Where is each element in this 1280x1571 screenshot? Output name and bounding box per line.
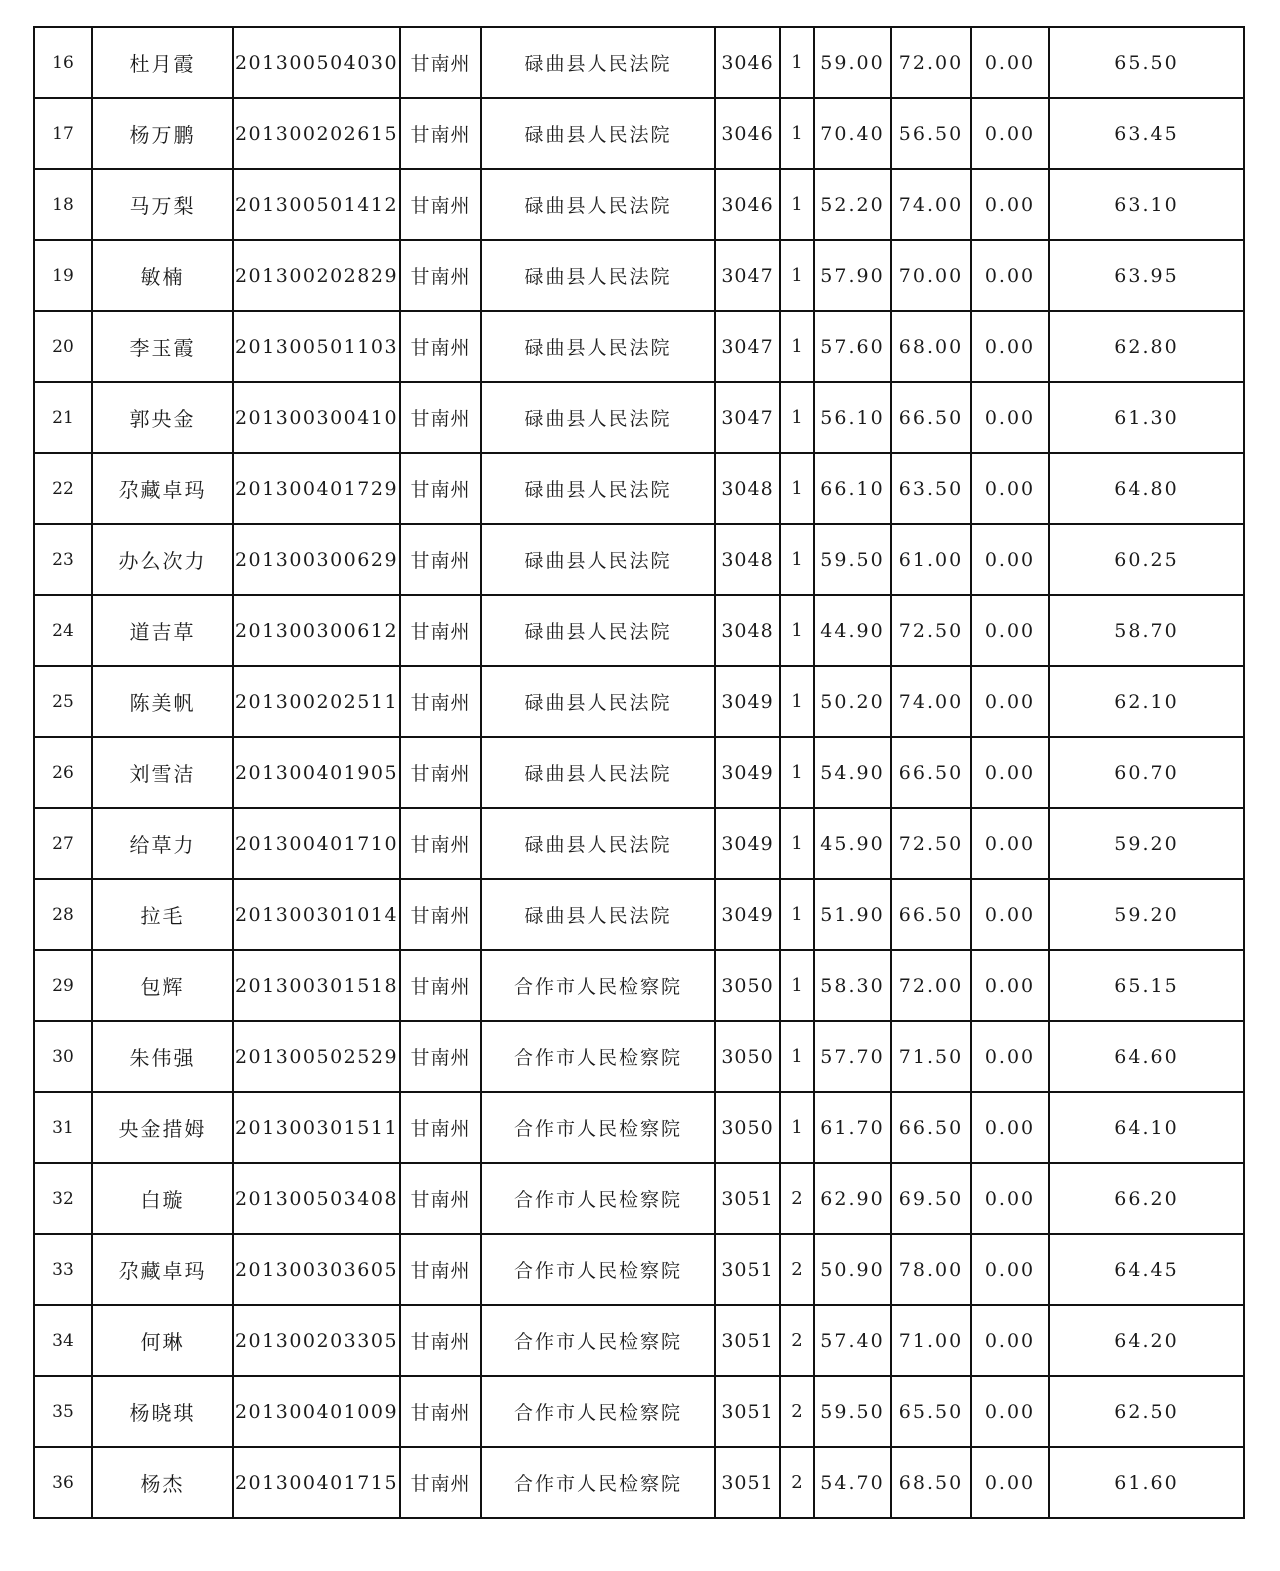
- employer-unit-cell: 合作市人民检察院: [481, 1021, 715, 1092]
- quota-cell: 1: [780, 240, 814, 311]
- region-cell: 甘南州: [400, 879, 481, 950]
- employer-unit-cell: 碌曲县人民法院: [481, 524, 715, 595]
- employer-unit-cell: 合作市人民检察院: [481, 1376, 715, 1447]
- interview-score-cell: 72.00: [891, 27, 971, 98]
- quota-cell: 1: [780, 950, 814, 1021]
- employer-unit-cell: 合作市人民检察院: [481, 1163, 715, 1234]
- quota-cell: 1: [780, 524, 814, 595]
- bonus-score-cell: 0.00: [971, 1092, 1049, 1163]
- total-score-cell: 59.20: [1049, 808, 1244, 879]
- employer-unit-cell: 碌曲县人民法院: [481, 169, 715, 240]
- row-number-cell: 24: [34, 595, 92, 666]
- bonus-score-cell: 0.00: [971, 1234, 1049, 1305]
- quota-cell: 1: [780, 595, 814, 666]
- written-score-cell: 57.90: [814, 240, 891, 311]
- candidate-name-cell: 白璇: [92, 1163, 233, 1234]
- written-score-cell: 62.90: [814, 1163, 891, 1234]
- position-code-cell: 3051: [715, 1305, 780, 1376]
- exam-id-cell: 201300401715: [233, 1447, 400, 1518]
- quota-cell: 1: [780, 808, 814, 879]
- region-cell: 甘南州: [400, 595, 481, 666]
- row-number-cell: 29: [34, 950, 92, 1021]
- employer-unit-cell: 碌曲县人民法院: [481, 879, 715, 950]
- table-row: [34, 98, 1244, 169]
- region-cell: 甘南州: [400, 950, 481, 1021]
- employer-unit-cell: 碌曲县人民法院: [481, 737, 715, 808]
- total-score-cell: 63.45: [1049, 98, 1244, 169]
- region-cell: 甘南州: [400, 311, 481, 382]
- bonus-score-cell: 0.00: [971, 808, 1049, 879]
- candidate-name-cell: 陈美帆: [92, 666, 233, 737]
- bonus-score-cell: 0.00: [971, 950, 1049, 1021]
- row-number-cell: 36: [34, 1447, 92, 1518]
- interview-score-cell: 66.50: [891, 1092, 971, 1163]
- interview-score-cell: 65.50: [891, 1376, 971, 1447]
- table-body: [34, 27, 1244, 1518]
- row-number-cell: 18: [34, 169, 92, 240]
- interview-score-cell: 72.50: [891, 595, 971, 666]
- row-number-cell: 27: [34, 808, 92, 879]
- table-row: [34, 1163, 1244, 1234]
- bonus-score-cell: 0.00: [971, 27, 1049, 98]
- interview-score-cell: 63.50: [891, 453, 971, 524]
- total-score-cell: 65.50: [1049, 27, 1244, 98]
- written-score-cell: 59.50: [814, 1376, 891, 1447]
- total-score-cell: 59.20: [1049, 879, 1244, 950]
- written-score-cell: 61.70: [814, 1092, 891, 1163]
- row-number-cell: 19: [34, 240, 92, 311]
- interview-score-cell: 66.50: [891, 737, 971, 808]
- table-row: [34, 524, 1244, 595]
- bonus-score-cell: 0.00: [971, 240, 1049, 311]
- candidate-name-cell: 李玉霞: [92, 311, 233, 382]
- employer-unit-cell: 合作市人民检察院: [481, 1447, 715, 1518]
- total-score-cell: 61.30: [1049, 382, 1244, 453]
- exam-id-cell: 201300501412: [233, 169, 400, 240]
- position-code-cell: 3050: [715, 950, 780, 1021]
- region-cell: 甘南州: [400, 1376, 481, 1447]
- table-row: [34, 1234, 1244, 1305]
- row-number-cell: 30: [34, 1021, 92, 1092]
- table-row: [34, 311, 1244, 382]
- interview-score-cell: 74.00: [891, 666, 971, 737]
- interview-score-cell: 70.00: [891, 240, 971, 311]
- region-cell: 甘南州: [400, 1092, 481, 1163]
- total-score-cell: 63.10: [1049, 169, 1244, 240]
- interview-score-cell: 68.00: [891, 311, 971, 382]
- quota-cell: 1: [780, 879, 814, 950]
- total-score-cell: 62.80: [1049, 311, 1244, 382]
- exam-id-cell: 201300503408: [233, 1163, 400, 1234]
- position-code-cell: 3046: [715, 98, 780, 169]
- candidate-name-cell: 杨万鹏: [92, 98, 233, 169]
- written-score-cell: 54.90: [814, 737, 891, 808]
- table-row: [34, 169, 1244, 240]
- position-code-cell: 3049: [715, 666, 780, 737]
- quota-cell: 1: [780, 169, 814, 240]
- exam-id-cell: 201300401729: [233, 453, 400, 524]
- candidate-name-cell: 道吉草: [92, 595, 233, 666]
- position-code-cell: 3051: [715, 1376, 780, 1447]
- total-score-cell: 60.70: [1049, 737, 1244, 808]
- written-score-cell: 56.10: [814, 382, 891, 453]
- region-cell: 甘南州: [400, 524, 481, 595]
- row-number-cell: 28: [34, 879, 92, 950]
- written-score-cell: 58.30: [814, 950, 891, 1021]
- table-row: [34, 595, 1244, 666]
- quota-cell: 2: [780, 1305, 814, 1376]
- interview-score-cell: 66.50: [891, 382, 971, 453]
- region-cell: 甘南州: [400, 98, 481, 169]
- interview-score-cell: 56.50: [891, 98, 971, 169]
- position-code-cell: 3051: [715, 1163, 780, 1234]
- results-table: [33, 26, 1245, 1519]
- table-row: [34, 879, 1244, 950]
- exam-id-cell: 201300301014: [233, 879, 400, 950]
- exam-id-cell: 201300300629: [233, 524, 400, 595]
- total-score-cell: 64.20: [1049, 1305, 1244, 1376]
- row-number-cell: 35: [34, 1376, 92, 1447]
- position-code-cell: 3051: [715, 1234, 780, 1305]
- candidate-name-cell: 马万梨: [92, 169, 233, 240]
- row-number-cell: 16: [34, 27, 92, 98]
- written-score-cell: 51.90: [814, 879, 891, 950]
- bonus-score-cell: 0.00: [971, 1447, 1049, 1518]
- position-code-cell: 3051: [715, 1447, 780, 1518]
- bonus-score-cell: 0.00: [971, 98, 1049, 169]
- employer-unit-cell: 碌曲县人民法院: [481, 382, 715, 453]
- row-number-cell: 32: [34, 1163, 92, 1234]
- candidate-name-cell: 给草力: [92, 808, 233, 879]
- quota-cell: 1: [780, 382, 814, 453]
- written-score-cell: 57.60: [814, 311, 891, 382]
- position-code-cell: 3048: [715, 595, 780, 666]
- total-score-cell: 64.10: [1049, 1092, 1244, 1163]
- candidate-name-cell: 办么次力: [92, 524, 233, 595]
- quota-cell: 1: [780, 453, 814, 524]
- exam-id-cell: 201300202829: [233, 240, 400, 311]
- employer-unit-cell: 碌曲县人民法院: [481, 98, 715, 169]
- table-row: [34, 382, 1244, 453]
- total-score-cell: 65.15: [1049, 950, 1244, 1021]
- bonus-score-cell: 0.00: [971, 169, 1049, 240]
- total-score-cell: 62.10: [1049, 666, 1244, 737]
- employer-unit-cell: 碌曲县人民法院: [481, 311, 715, 382]
- bonus-score-cell: 0.00: [971, 1163, 1049, 1234]
- table-row: [34, 240, 1244, 311]
- table-row: [34, 1447, 1244, 1518]
- written-score-cell: 59.50: [814, 524, 891, 595]
- written-score-cell: 44.90: [814, 595, 891, 666]
- position-code-cell: 3050: [715, 1021, 780, 1092]
- table-row: [34, 666, 1244, 737]
- total-score-cell: 63.95: [1049, 240, 1244, 311]
- position-code-cell: 3048: [715, 453, 780, 524]
- exam-id-cell: 201300301518: [233, 950, 400, 1021]
- candidate-name-cell: 包辉: [92, 950, 233, 1021]
- written-score-cell: 57.40: [814, 1305, 891, 1376]
- table-row: [34, 1305, 1244, 1376]
- exam-id-cell: 201300300612: [233, 595, 400, 666]
- written-score-cell: 45.90: [814, 808, 891, 879]
- position-code-cell: 3048: [715, 524, 780, 595]
- candidate-name-cell: 何琳: [92, 1305, 233, 1376]
- row-number-cell: 26: [34, 737, 92, 808]
- interview-score-cell: 72.00: [891, 950, 971, 1021]
- interview-score-cell: 69.50: [891, 1163, 971, 1234]
- exam-id-cell: 201300203305: [233, 1305, 400, 1376]
- interview-score-cell: 61.00: [891, 524, 971, 595]
- region-cell: 甘南州: [400, 1447, 481, 1518]
- candidate-name-cell: 敏楠: [92, 240, 233, 311]
- employer-unit-cell: 碌曲县人民法院: [481, 453, 715, 524]
- bonus-score-cell: 0.00: [971, 382, 1049, 453]
- region-cell: 甘南州: [400, 169, 481, 240]
- employer-unit-cell: 合作市人民检察院: [481, 1234, 715, 1305]
- bonus-score-cell: 0.00: [971, 737, 1049, 808]
- region-cell: 甘南州: [400, 666, 481, 737]
- candidate-name-cell: 尕藏卓玛: [92, 453, 233, 524]
- total-score-cell: 62.50: [1049, 1376, 1244, 1447]
- table-row: [34, 1376, 1244, 1447]
- employer-unit-cell: 合作市人民检察院: [481, 1305, 715, 1376]
- row-number-cell: 20: [34, 311, 92, 382]
- quota-cell: 2: [780, 1163, 814, 1234]
- interview-score-cell: 71.00: [891, 1305, 971, 1376]
- candidate-name-cell: 拉毛: [92, 879, 233, 950]
- table-row: [34, 1092, 1244, 1163]
- employer-unit-cell: 合作市人民检察院: [481, 1092, 715, 1163]
- row-number-cell: 17: [34, 98, 92, 169]
- employer-unit-cell: 碌曲县人民法院: [481, 808, 715, 879]
- region-cell: 甘南州: [400, 1234, 481, 1305]
- table-row: [34, 453, 1244, 524]
- written-score-cell: 66.10: [814, 453, 891, 524]
- region-cell: 甘南州: [400, 1021, 481, 1092]
- total-score-cell: 66.20: [1049, 1163, 1244, 1234]
- bonus-score-cell: 0.00: [971, 453, 1049, 524]
- total-score-cell: 60.25: [1049, 524, 1244, 595]
- row-number-cell: 21: [34, 382, 92, 453]
- bonus-score-cell: 0.00: [971, 1021, 1049, 1092]
- employer-unit-cell: 碌曲县人民法院: [481, 595, 715, 666]
- candidate-name-cell: 尕藏卓玛: [92, 1234, 233, 1305]
- exam-id-cell: 201300401710: [233, 808, 400, 879]
- bonus-score-cell: 0.00: [971, 666, 1049, 737]
- candidate-name-cell: 刘雪洁: [92, 737, 233, 808]
- written-score-cell: 57.70: [814, 1021, 891, 1092]
- quota-cell: 2: [780, 1447, 814, 1518]
- total-score-cell: 58.70: [1049, 595, 1244, 666]
- quota-cell: 1: [780, 98, 814, 169]
- written-score-cell: 59.00: [814, 27, 891, 98]
- region-cell: 甘南州: [400, 240, 481, 311]
- candidate-name-cell: 杨晓琪: [92, 1376, 233, 1447]
- exam-id-cell: 201300301511: [233, 1092, 400, 1163]
- region-cell: 甘南州: [400, 382, 481, 453]
- written-score-cell: 52.20: [814, 169, 891, 240]
- position-code-cell: 3050: [715, 1092, 780, 1163]
- candidate-name-cell: 朱伟强: [92, 1021, 233, 1092]
- table-row: [34, 950, 1244, 1021]
- position-code-cell: 3049: [715, 879, 780, 950]
- table-row: [34, 27, 1244, 98]
- exam-id-cell: 201300300410: [233, 382, 400, 453]
- interview-score-cell: 72.50: [891, 808, 971, 879]
- interview-score-cell: 71.50: [891, 1021, 971, 1092]
- position-code-cell: 3046: [715, 169, 780, 240]
- total-score-cell: 64.60: [1049, 1021, 1244, 1092]
- exam-id-cell: 201300202511: [233, 666, 400, 737]
- bonus-score-cell: 0.00: [971, 595, 1049, 666]
- exam-id-cell: 201300501103: [233, 311, 400, 382]
- position-code-cell: 3049: [715, 808, 780, 879]
- row-number-cell: 22: [34, 453, 92, 524]
- region-cell: 甘南州: [400, 808, 481, 879]
- row-number-cell: 31: [34, 1092, 92, 1163]
- exam-id-cell: 201300504030: [233, 27, 400, 98]
- exam-id-cell: 201300502529: [233, 1021, 400, 1092]
- quota-cell: 1: [780, 1021, 814, 1092]
- quota-cell: 1: [780, 666, 814, 737]
- region-cell: 甘南州: [400, 1305, 481, 1376]
- total-score-cell: 64.80: [1049, 453, 1244, 524]
- quota-cell: 1: [780, 311, 814, 382]
- written-score-cell: 50.90: [814, 1234, 891, 1305]
- table-row: [34, 1021, 1244, 1092]
- exam-id-cell: 201300303605: [233, 1234, 400, 1305]
- region-cell: 甘南州: [400, 453, 481, 524]
- region-cell: 甘南州: [400, 27, 481, 98]
- candidate-name-cell: 央金措姆: [92, 1092, 233, 1163]
- region-cell: 甘南州: [400, 737, 481, 808]
- quota-cell: 1: [780, 737, 814, 808]
- position-code-cell: 3049: [715, 737, 780, 808]
- exam-id-cell: 201300401905: [233, 737, 400, 808]
- quota-cell: 1: [780, 27, 814, 98]
- employer-unit-cell: 碌曲县人民法院: [481, 27, 715, 98]
- quota-cell: 1: [780, 1092, 814, 1163]
- exam-id-cell: 201300202615: [233, 98, 400, 169]
- interview-score-cell: 66.50: [891, 879, 971, 950]
- exam-id-cell: 201300401009: [233, 1376, 400, 1447]
- interview-score-cell: 74.00: [891, 169, 971, 240]
- quota-cell: 2: [780, 1376, 814, 1447]
- employer-unit-cell: 碌曲县人民法院: [481, 666, 715, 737]
- region-cell: 甘南州: [400, 1163, 481, 1234]
- written-score-cell: 70.40: [814, 98, 891, 169]
- row-number-cell: 25: [34, 666, 92, 737]
- position-code-cell: 3047: [715, 382, 780, 453]
- employer-unit-cell: 碌曲县人民法院: [481, 240, 715, 311]
- position-code-cell: 3047: [715, 240, 780, 311]
- row-number-cell: 23: [34, 524, 92, 595]
- quota-cell: 2: [780, 1234, 814, 1305]
- written-score-cell: 50.20: [814, 666, 891, 737]
- row-number-cell: 33: [34, 1234, 92, 1305]
- total-score-cell: 64.45: [1049, 1234, 1244, 1305]
- bonus-score-cell: 0.00: [971, 311, 1049, 382]
- bonus-score-cell: 0.00: [971, 1376, 1049, 1447]
- position-code-cell: 3046: [715, 27, 780, 98]
- candidate-name-cell: 杜月霞: [92, 27, 233, 98]
- written-score-cell: 54.70: [814, 1447, 891, 1518]
- candidate-name-cell: 郭央金: [92, 382, 233, 453]
- interview-score-cell: 68.50: [891, 1447, 971, 1518]
- total-score-cell: 61.60: [1049, 1447, 1244, 1518]
- row-number-cell: 34: [34, 1305, 92, 1376]
- bonus-score-cell: 0.00: [971, 1305, 1049, 1376]
- interview-score-cell: 78.00: [891, 1234, 971, 1305]
- employer-unit-cell: 合作市人民检察院: [481, 950, 715, 1021]
- bonus-score-cell: 0.00: [971, 879, 1049, 950]
- table-row: [34, 808, 1244, 879]
- candidate-name-cell: 杨杰: [92, 1447, 233, 1518]
- bonus-score-cell: 0.00: [971, 524, 1049, 595]
- table-row: [34, 737, 1244, 808]
- position-code-cell: 3047: [715, 311, 780, 382]
